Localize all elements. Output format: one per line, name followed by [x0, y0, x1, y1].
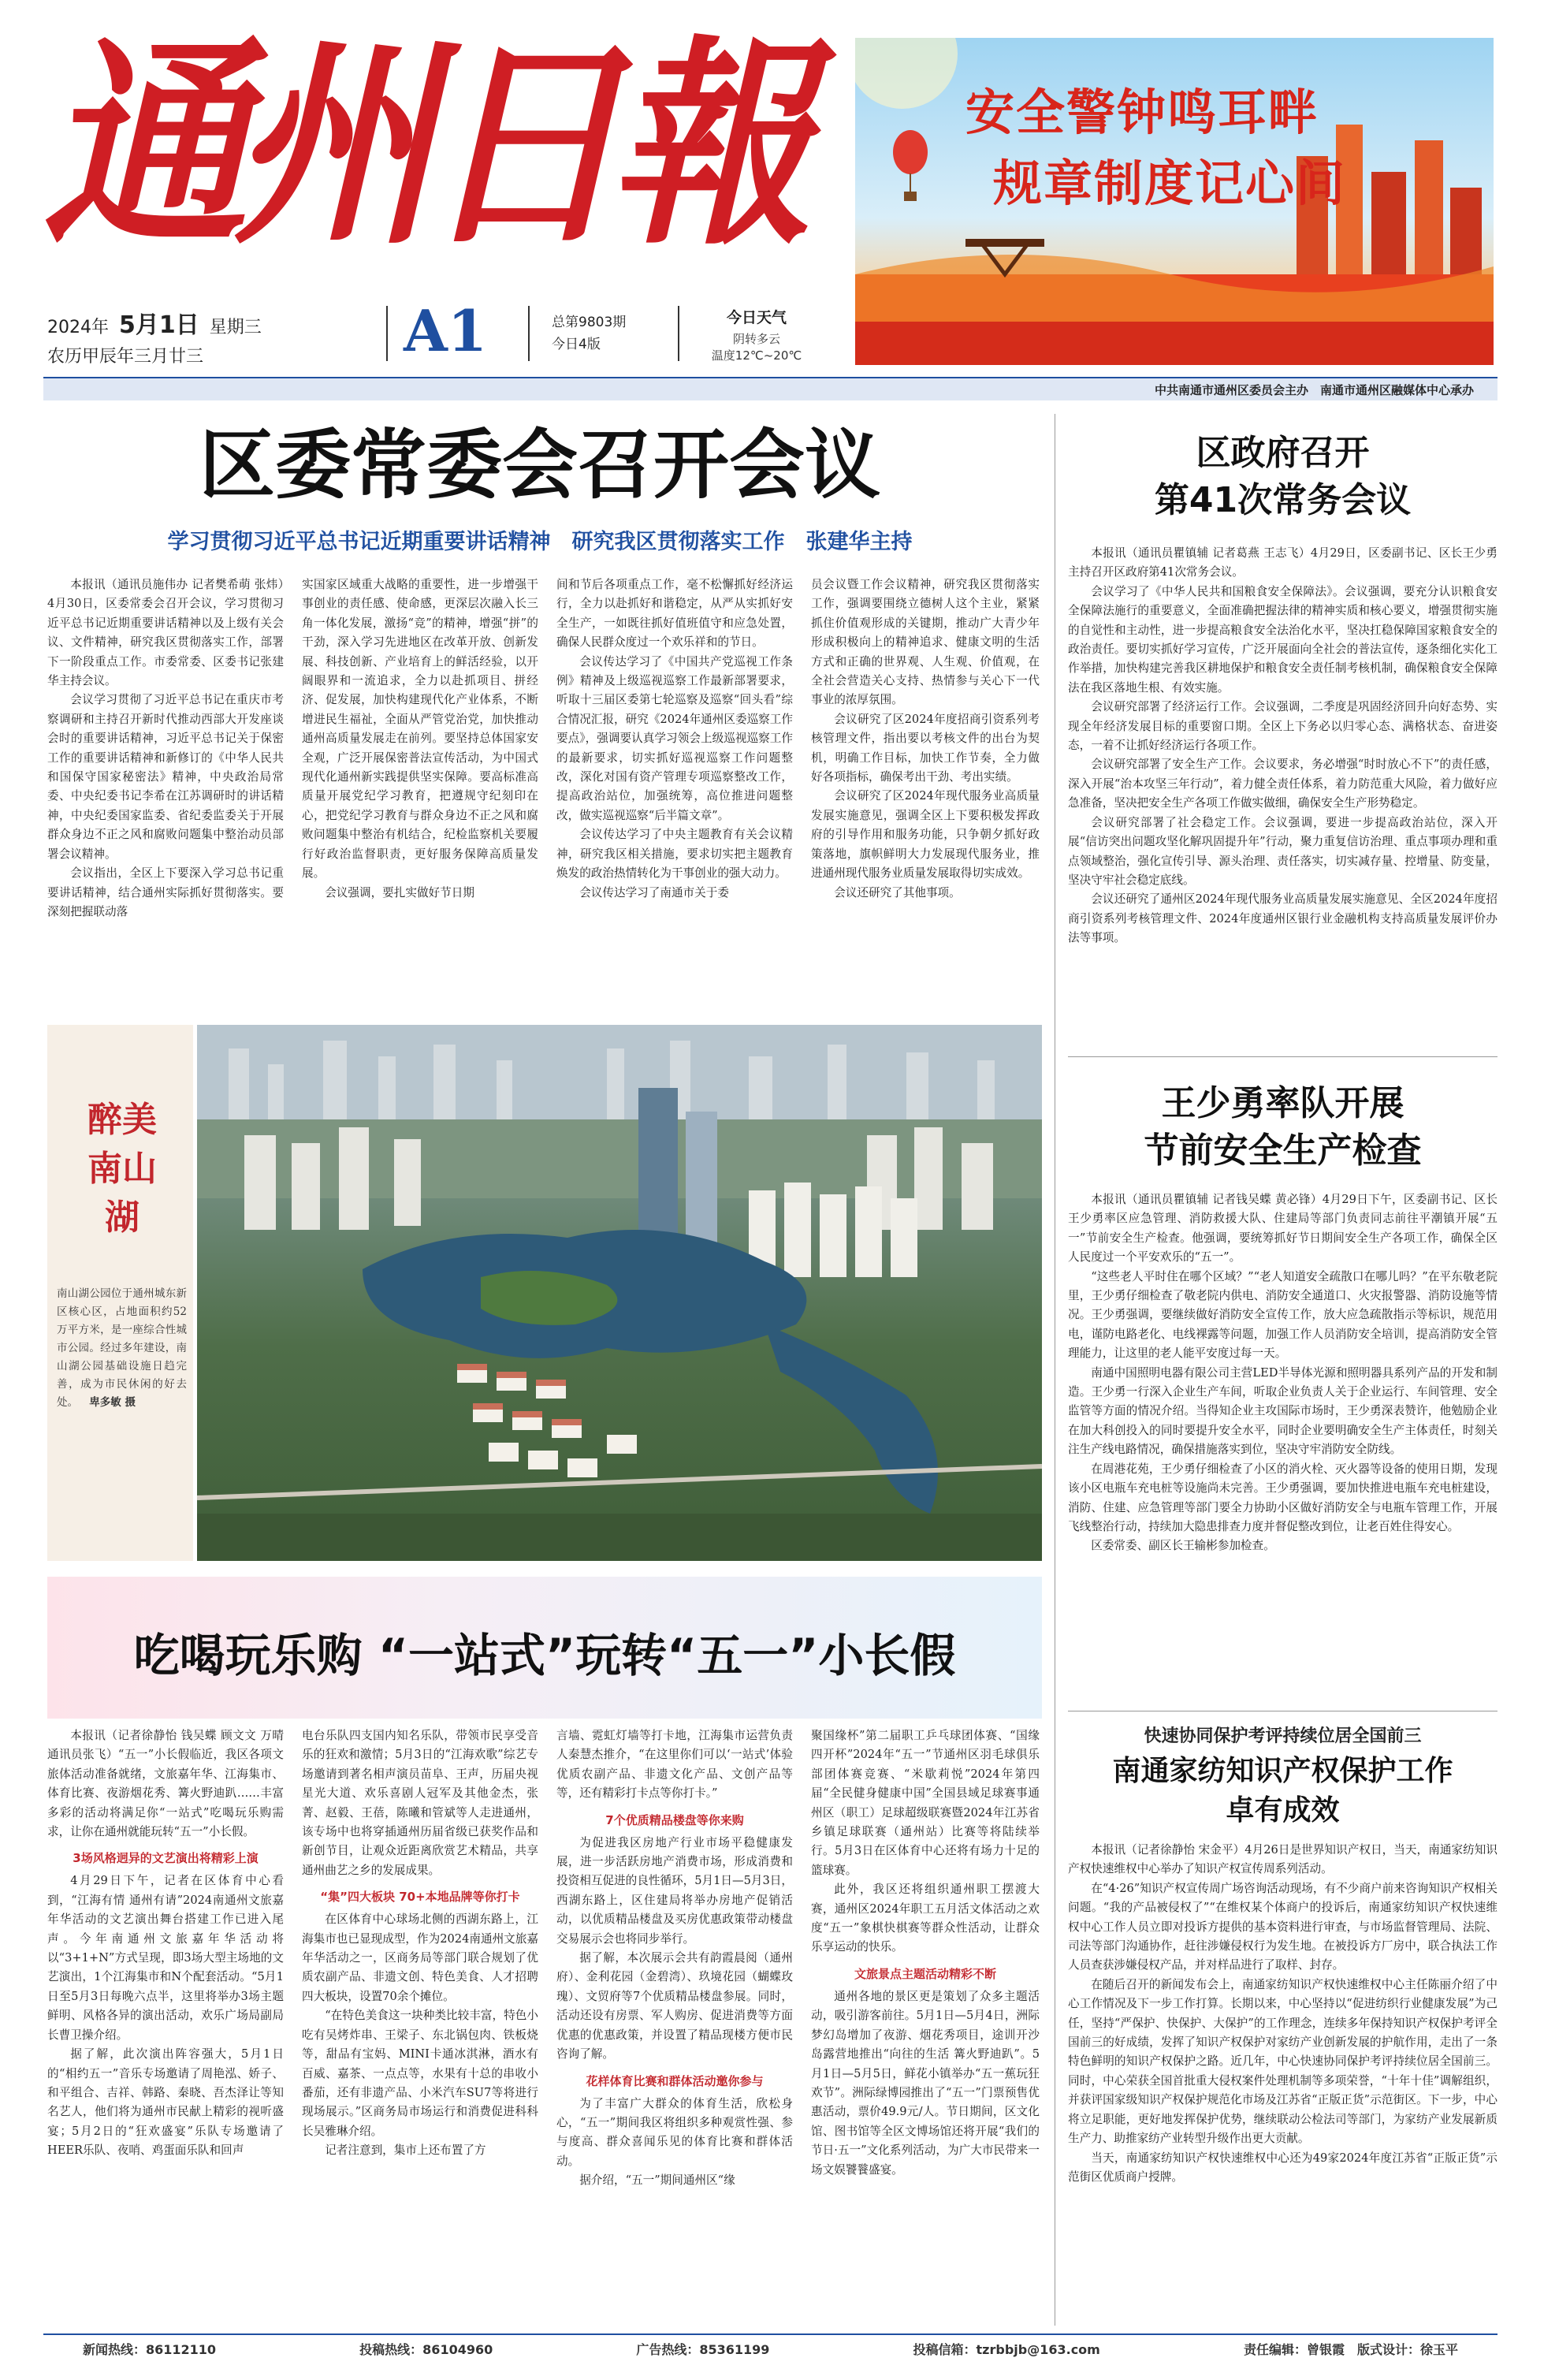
- weather-desc: 阴转多云: [732, 332, 780, 346]
- paragraph: 在“4·26”知识产权宣传周广场咨询活动现场，有不少商户前来咨询知识产权相关问题。“我的产品被侵权了”“在维权某个体商户的投诉后，南通家纺知识产权快速维权中心工作人员立即对投诉方提供的基本资料进行审查，与市场监督管理局、法院、司法等部门沟通协作，赶往涉嫌侵权行为发生地。在被投诉方厂房中，联合执法工作人员查获涉嫌侵权产品，并对样品进行了取样、封存。: [1068, 1881, 1497, 1972]
- newspaper-logo: 通州日報: [43, 16, 798, 275]
- paragraph: 会议研究部署了安全生产工作。会议要求，务必增强“时时放心不下”的责任感，深入开展“治本攻坚三年行动”，着力健全责任体系，着力防范重大风险，着力做好应急准备，坚决把安全生产各项工作做实做细，确保安全生产形势稳定。: [1068, 758, 1497, 810]
- right-bottom-kicker: 快速协同保护考评持续位居全国前三: [1144, 1726, 1422, 1746]
- page-number: A1: [404, 297, 487, 364]
- paragraph: 会议传达学习了《中国共产党巡视工作条例》精神及上级巡视巡察工作最新部署要求，听取十三届区委第七轮巡察及巡察“回头看”综合情况汇报，研究《2024年通州区委巡察工作要点》，强调要认真学习领会上级巡视巡察工作的最新要求，切实抓好巡视巡察工作问题整改，深化对国有资产管理专项巡察整改工作，提高政治站位，加强统筹，高位推进问题整改，做实巡视巡察“后半篇文章”。: [556, 654, 793, 822]
- safety-banner: [855, 38, 1494, 365]
- paragraph: 会议传达学习了南通市关于委: [579, 885, 729, 899]
- paragraph: 会议研究部署了社会稳定工作。会议强调，要进一步提高政治站位，深入开展“信访突出问题攻坚化解巩固提升年”行动，聚力重复信访治理、重点事项办理和重点领域整治，强化宣传引导、源头治理、责任落实，切实减存量、控增量、防变量，坚决守牢社会稳定底线。: [1068, 815, 1497, 887]
- paragraph: 实国家区域重大战略的重要性，进一步增强干事创业的责任感、使命感，更深层次融入长三角一体化发展，激扬“竞”的精神，增强“拼”的干劲，深入学习先进地区在改革开放、创新发展、科技创新、产业培育上的鲜活经验，以开阔眼界和一流追求，全力以赴抓项目、拼经济、促发展，加快构建现代化产业体系，不断增进民生福祉，全面从严管党治党，加快推动通州高质量发展走在前列。要坚持总体国家安全观，广泛开展保密普法宣传活动，为中国式现代化通州新实践提供坚实保障。要高标准高质量开展党纪学习教育，把遵规守纪刻印在心，把党纪学习教育与群众身边不正之风和腐败问题集中整治有机结合，纪检监察机关要履行好政治监督职责，更好服务保障高质量发展。: [302, 578, 538, 881]
- footer-email[interactable]: 投稿信箱：tzrbbjb@163.com: [913, 2341, 1100, 2357]
- headline-line: 卓有成效: [1226, 1794, 1340, 1827]
- paragraph: “在特色美食这一块种类比较丰富，特色小吃有吴烤炸串、王梁子、东北锅包肉、铁板烧等，甜品有宝妈、MINI卡通冰淇淋，酒水有百威、嘉茶、一点点等，水果有十总的串收小番茄，还有非遗产品、小米汽车SU7等将进行现场展示。”区商务局市场运行和消费促进科科长吴雅琳介绍。: [302, 2009, 538, 2138]
- paragraph: 会议学习贯彻了习近平总书记在重庆市考察调研和主持召开新时代推动西部大开发座谈会时的重要讲话精神，习近平总书记关于保密工作的重要讲话精神和新修订的《中华人民共和国保守国家秘密法》精神，中央政治局常委、中央纪委书记李希在江苏调研时的讲话精神，中央纪委国家监委、省纪委监委关于开展群众身边不正之风和腐败问题集中整治动员部署会议精神。: [47, 693, 284, 861]
- paragraph: 本报讯（记者徐静怡 宋金平）4月26日是世界知识产权日，当天，南通家纺知识产权快速维权中心举办了知识产权宣传周系列活动。: [1068, 1843, 1497, 1876]
- banner-line-1: 安全警钟鸣耳畔: [965, 84, 1319, 141]
- feature-col-1: [47, 1726, 284, 2318]
- paragraph: 据了解，此次演出阵容强大，5月1日的“相约五一”音乐专场邀请了周艳泓、娇子、和平组合、吉祥、韩路、秦晓、吾杰泽让等知名艺人，他们将为通州市民献上精彩的视听盛宴；5月2日的“狂欢盛宴”乐队专场邀请了HEER乐队、夜哨、鸡蛋面乐队和回声: [47, 2047, 284, 2158]
- lunar-date: 农历甲辰年三月廿三: [47, 347, 204, 367]
- photo-caption: [57, 1285, 187, 1412]
- dateline: [47, 305, 378, 367]
- paragraph: 会议研究了区2024年现代服务业高质量发展实施意见，强调全区上下要积极发挥政府的引导作用和服务功能，只争朝夕抓好政策落地，旗帜鲜明大力发展现代服务业，推进通州现代服务业质量发展取得切实成效。: [811, 789, 1040, 881]
- lead-col-4: [811, 575, 1040, 1017]
- feature-band: [47, 1577, 1042, 1719]
- feature-headline: 吃喝玩乐购 “一站式”玩转“五一”小长假: [133, 1629, 956, 1682]
- photo-side: [47, 1025, 193, 1561]
- section-subhead: 文旅景点主题活动精彩不断: [854, 1966, 996, 1981]
- paragraph: 为了丰富广大群众的体育生活，欣松身心，“五一”期间我区将组织多种观赏性强、参与度高、群众喜闻乐见的体育比赛和群体活动。: [556, 2096, 793, 2168]
- lead-col-2: [302, 575, 538, 1017]
- divider: [386, 306, 388, 361]
- aerial-photo-graphic: [197, 1025, 1042, 1561]
- photo-credit: 卑多敏 摄: [89, 1396, 136, 1409]
- photo-title: 醉美南山湖: [87, 1100, 157, 1238]
- paragraph: 本报讯（记者徐静怡 钱吴蝶 顾文文 万晴 通讯员张飞）“五一”小长假临近，我区各项文旅体活动准备就绪，文旅嘉年华、江海集市、体育比赛、夜游烟花秀、篝火野迪趴……丰富多彩的活动将满足你“一站式”吃喝玩乐购需求，让你在通州就能玩转“五一”小长假。: [47, 1729, 284, 1839]
- paragraph: 在区体育中心球场北侧的西湖东路上，江海集市也已显现成型，作为2024南通州文旅嘉年华活动之一，区商务局等部门联合规划了优质农副产品、非遗文创、特色美食、人才招聘四大板块，设置70余个摊位。: [302, 1913, 538, 2003]
- banner-line-2: 规章制度记心间: [993, 155, 1347, 212]
- right-mid-headline: [1068, 1080, 1497, 1175]
- weather-temp: 温度12℃~20℃: [711, 348, 802, 363]
- paragraph: 通州各地的景区更是策划了众多主题活动，吸引游客前往。5月1日—5月4日，洲际梦幻岛增加了夜游、烟花秀项目，途训开沙岛露营地推出“向往的生活 篝火野迪趴”。5月1日—5月5日，鲜花小镇举办“五一蕉玩狂欢节”。洲际绿博园推出了“五一”门票预售优惠活动，票价49.9元/人。节日期间，区文化馆、图书馆等全区文博场馆还将开展“我们的节日·五一”文化系列活动，为广大市民带来一场文娱饕餮盛宴。: [811, 1989, 1040, 2177]
- paragraph: 本报讯（通讯员瞿镇辅 记者葛燕 王志飞）4月29日，区委副书记、区长王少勇主持召开区政府第41次常务会议。: [1068, 546, 1497, 579]
- issue-number: 总第9803期: [552, 315, 627, 330]
- paragraph: 会议还研究了通州区2024年现代服务业高质量发展实施意见、全区2024年度招商引资系列考核管理文件、2024年度通州区银行业金融机构支持高质量发展评价办法等事项。: [1068, 892, 1497, 945]
- paragraph: 会议学习了《中华人民共和国粮食安全保障法》。会议强调，要充分认识粮食安全保障法施行的重要意义，全面准确把握法律的精神实质和核心要义，增强贯彻实施的自觉性和主动性，进一步提高粮食安全法治化水平，坚决扛稳保障国家粮食安全的政治责任。要切实抓好学习宣传，广泛开展面向全社会的普法宣传，逐条细化实化工作举措，加快构建完善我区耕地保护和粮食安全责任制考核机制，确保粮食安全保障法在我区落地生根、有效实施。: [1068, 584, 1497, 695]
- section-divider: [1068, 1056, 1497, 1057]
- paragraph: 会议研究了区2024年度招商引资系列考核管理文件，指出要以考核文件的出台为契机，明确工作目标，加快工作节奏，全力做好各项指标，确保考出干劲、考出实绩。: [811, 712, 1040, 784]
- headline-line: 南通家纺知识产权保护工作: [1112, 1755, 1453, 1787]
- paragraph: 据了解，本次展示会共有韵霞晨阅（通州府）、金利花园（金碧湾）、玖境花园（蝴蝶玫瑰）、文贸府等7个优质精品楼盘参展。同时，活动还设有房票、军人购房、促进消费等方面优惠的优惠政策，并设置了精品现楼方便市民咨询了解。: [556, 1951, 793, 2062]
- paragraph: 记者注意到，集市上还布置了方: [325, 2143, 486, 2158]
- pages-today: 今日4版: [552, 337, 601, 352]
- paragraph: 会议传达学习了中央主题教育有关会议精神，研究我区相关措施，要求切实把主题教育焕发的政治热情转化为干事创业的强大动力。: [556, 828, 793, 881]
- paragraph: 间和节后各项重点工作，毫不松懈抓好经济运行，全力以赴抓好和谐稳定，从严从实抓好安全生产，一如既往抓好值班值守和应急处置，确保人民群众度过一个欢乐祥和的节日。: [556, 578, 793, 650]
- divider: [678, 306, 679, 361]
- weather-title: 今日天气: [726, 309, 787, 326]
- section-subhead: 7个优质精品楼盘等你来购: [605, 1812, 744, 1827]
- issue-info: [552, 311, 626, 356]
- lead-col-1: [47, 575, 284, 1017]
- lead-subtitle: 学习贯彻习近平总书记近期重要讲话精神 研究我区贯彻落实工作 张建华主持: [167, 530, 913, 554]
- paragraph: 区委常委、副区长王输彬参加检查。: [1091, 1539, 1275, 1553]
- paragraph: 本报讯（通讯员施伟办 记者樊希萌 张炜）4月30日，区委常委会召开会议，学习贯彻习近平总书记近期重要讲话精神以及上级有关会议、文件精神，研究我区贯彻落实工作，部署下一阶段重点工作。市委常委、区委书记张建华主持会议。: [47, 578, 284, 688]
- headline-line: 节前安全生产检查: [1144, 1130, 1422, 1171]
- paragraph: 在周港花苑，王少勇仔细检查了小区的消火栓、灭火器等设备的使用日期，发现该小区电瓶车充电桩等设施尚未完善。王少勇强调，要加快推进电瓶车充电桩建设，消防、住建、应急管理等部门要全力协助小区做好消防安全与电瓶车管理工作，开展飞线整治行动，持续加大隐患排查力度并督促整改到位，让老百姓住得安心。: [1068, 1462, 1497, 1533]
- paragraph: 在随后召开的新闻发布会上，南通家纺知识产权快速维权中心主任陈丽介绍了中心工作情况及下一步工作打算。长期以来，中心坚持以“促进纺织行业健康发展”为己任，坚持“严保护、快保护、大保护”的工作理念，连续多年保持知识产权保护考评全国前三的好成绩，发挥了知识产权保护对家纺产业创新发展的护航作用，走出了一条特色鲜明的知识产权保护之路。近几年，中心快速协同保护考评持续位居全国前三。同时，中心荣获全国首批重大侵权案件处理机制等多项荣誉，“十年十佳”调解组织，并获评国家级知识产权保护规范化市场及江苏省“正版正货”示范街区。下一步，中心将立足职能，更好地发挥保护优势，继续联动公检法司等部门，为家纺产业发展新质生产力、助推家纺产业转型升级作出更大贡献。: [1068, 1977, 1497, 2146]
- section-subhead: 3场风格迥异的文艺演出将精彩上演: [73, 1851, 259, 1866]
- feature-col-2: [302, 1726, 538, 2318]
- date-year: 2024年: [47, 318, 109, 337]
- paragraph: 为促进我区房地产行业市场平稳健康发展，进一步活跃房地产消费市场，形成消费和投资相互促进的良性循环，5月1日—5月3日，西湖东路上，区住建局将举办房地产促销活动，以优质精品楼盘及买房优惠政策带动楼盘交易展示会也将同步举行。: [556, 1835, 793, 1946]
- paragraph: 会议研究部署了经济运行工作。会议强调，二季度是巩固经济回升向好态势、实现全年经济发展目标的重要窗口期。全区上下务必以归零心态、满格状态、奋进姿态，一着不让抓好经济运行各项工作。: [1068, 700, 1497, 753]
- paragraph: 会议指出，全区上下要深入学习总书记重要讲话精神，结合通州实际抓好贯彻落实。要深刻把握联动落: [47, 866, 284, 918]
- headline-line: 区政府召开: [1196, 433, 1370, 473]
- paragraph: 当天，南通家纺知识产权快速维权中心还为49家2024年度江苏省“正版正货”示范街区优质商户授牌。: [1068, 2151, 1497, 2184]
- date-monthday: 5月1日: [119, 311, 199, 339]
- headline-line: 王少勇率队开展: [1161, 1083, 1404, 1123]
- organizer-bar: [43, 377, 1497, 400]
- footer-editors: 责任编辑：曾银霞 版式设计：徐玉平: [1243, 2341, 1458, 2357]
- paragraph: 言墙、霓虹灯墙等打卡地，江海集市运营负责人秦慧杰推介，“在这里你们可以‘一站式’体验优质农副产品、非遗文化产品、文创产品等等，还有精彩打卡点等你打卡。”: [556, 1729, 793, 1801]
- paragraph: 会议还研究了其他事项。: [834, 885, 961, 899]
- lead-headline: 区委常委会召开会议: [199, 421, 880, 509]
- paragraph: 据介绍，“五一”期间通州区“缘: [579, 2173, 735, 2188]
- caption-text: 南山湖公园位于通州城东新区核心区，占地面积约52万平方米，是一座综合性城市公园。经过多年建设，南山湖公园基础设施日趋完善，成为市民休闲的好去处。: [57, 1287, 187, 1409]
- paragraph: 此外，我区还将组织通州职工摆渡大赛，通州区2024年职工五月活文体活动之欢度“五一”象棋快棋赛等群众性活动，让群众乐享运动的快乐。: [811, 1883, 1040, 1954]
- right-bottom-body: [1068, 1841, 1497, 2322]
- paragraph: 电台乐队四支国内知名乐队，带领市民享受音乐的狂欢和激情；5月3日的“江海欢歌”综艺专场邀请到著名相声演员苗阜、王声，历届央视星光大道、欢乐喜剧人冠军及其他金杰，张菁、赵毅、王蓓，陈曦和管斌等人走进通州，该专场中也将穿插通州历届省级已获奖作品和新创节目，让观众近距离欣赏艺术精品，共享通州曲艺之乡的发展成果。: [302, 1729, 538, 1877]
- feature-col-4: [811, 1726, 1040, 2318]
- weather-box: [694, 306, 820, 363]
- paragraph: 会议强调，要扎实做好节日期: [325, 885, 474, 899]
- organizer-text: 中共南通市通州区委员会主办 南通市通州区融媒体中心承办: [1154, 383, 1474, 397]
- right-top-headline: [1068, 430, 1497, 524]
- footer-submission-hotline: 投稿热线：86104960: [359, 2341, 493, 2357]
- footer-news-hotline: 新闻热线：86112110: [83, 2341, 217, 2357]
- aerial-photo: [197, 1025, 1042, 1561]
- paragraph: 4月29日下午，记者在区体育中心看到，“江海有情 通州有请”2024南通州文旅嘉年华活动的文艺演出舞台搭建工作已进入尾声。今年南通州文旅嘉年华活动将以“3+1+N”方式呈现，即3场大型主场地的文艺演出，1个江海集市和N个配套活动。“5月1日至5月3日每晚六点半，这里将举办3场主题鲜明、风格各异的演出活动，欢乐广场局副局长曹卫操介绍。: [47, 1874, 284, 2042]
- right-mid-body: [1068, 1190, 1497, 1703]
- feature-col-3: [556, 1726, 793, 2318]
- divider: [528, 306, 530, 361]
- paragraph: 本报讯（通讯员瞿镇辅 记者钱吴蝶 黄必锋）4月29日下午，区委副书记、区长王少勇率区应急管理、消防救援大队、住建局等部门负责同志前往平潮镇开展“五一”节前安全生产检查。他强调，要统筹抓好节日期间安全生产各项工作，确保全区人民度过一个平安欢乐的“五一”。: [1068, 1193, 1497, 1264]
- right-top-body: [1068, 544, 1497, 1033]
- paragraph: 聚国缘杯”第二届职工乒乓球团体赛、“国缘四开杯”2024年“五一”节通州区羽毛球俱乐部团体赛竞赛、“米歇莉悦”2024年第四届“全民健身健康中国”全国县域足球赛事通州区（职工）足球超级联赛暨2024年江苏省乡镇足球联赛（通州站）比赛等将陆续举行。5月3日在区体育中心还将有场力十足的篮球赛。: [811, 1729, 1040, 1877]
- weekday: 星期三: [209, 318, 262, 337]
- lead-col-3: [556, 575, 793, 1017]
- paragraph: 员会议暨工作会议精神，研究我区贯彻落实工作，强调要围绕立德树人这个主业，紧紧抓住价值观形成的关键期，推动广大青少年形成积极向上的精神追求、健康文明的生活方式和正确的世界观、人生观、价值观，在全社会营造关心支持、热情参与关心下一代事业的浓厚氛围。: [811, 578, 1040, 707]
- headline-line: 第41次常务会议: [1154, 480, 1412, 520]
- right-bottom-headline: [1068, 1752, 1497, 1831]
- section-subhead: 花样体育比赛和群体活动邀你参与: [586, 2073, 764, 2088]
- footer-ad-hotline: 广告热线：85361199: [636, 2341, 770, 2357]
- footer-bar: [43, 2333, 1497, 2362]
- paragraph: 南通中国照明电器有限公司主营LED半导体光源和照明器具系列产品的开发和制造。王少勇一行深入企业生产车间，听取企业负责人关于企业运行、车间管理、安全监管等方面的情况介绍。当得知企业主攻国际市场时，王少勇深表赞许，他勉励企业在加大科创投入的同时要提升安全水平，同时企业要明确安全生产主体责任，时刻关注生产线电路情况，确保措施落实到位，坚决守牢消防安全防线。: [1068, 1365, 1497, 1457]
- masthead: [43, 16, 832, 300]
- paragraph: “这些老人平时住在哪个区域？”“老人知道安全疏散口在哪儿吗？”在平东敬老院里，王少勇仔细检查了敬老院内供电、消防安全通道口、火灾报警器、消防设施等情况。王少勇强调，要继续做好消防安全宣传工作，放大应急疏散指示等标识，规范用电，谨防电路老化、电线裸露等问题，加强工作人员消防安全培训，提高消防安全管理能力，让这里的老人能平安度过每一天。: [1068, 1269, 1497, 1361]
- section-subhead: “集”四大板块 70+本地品牌等你打卡: [320, 1890, 520, 1905]
